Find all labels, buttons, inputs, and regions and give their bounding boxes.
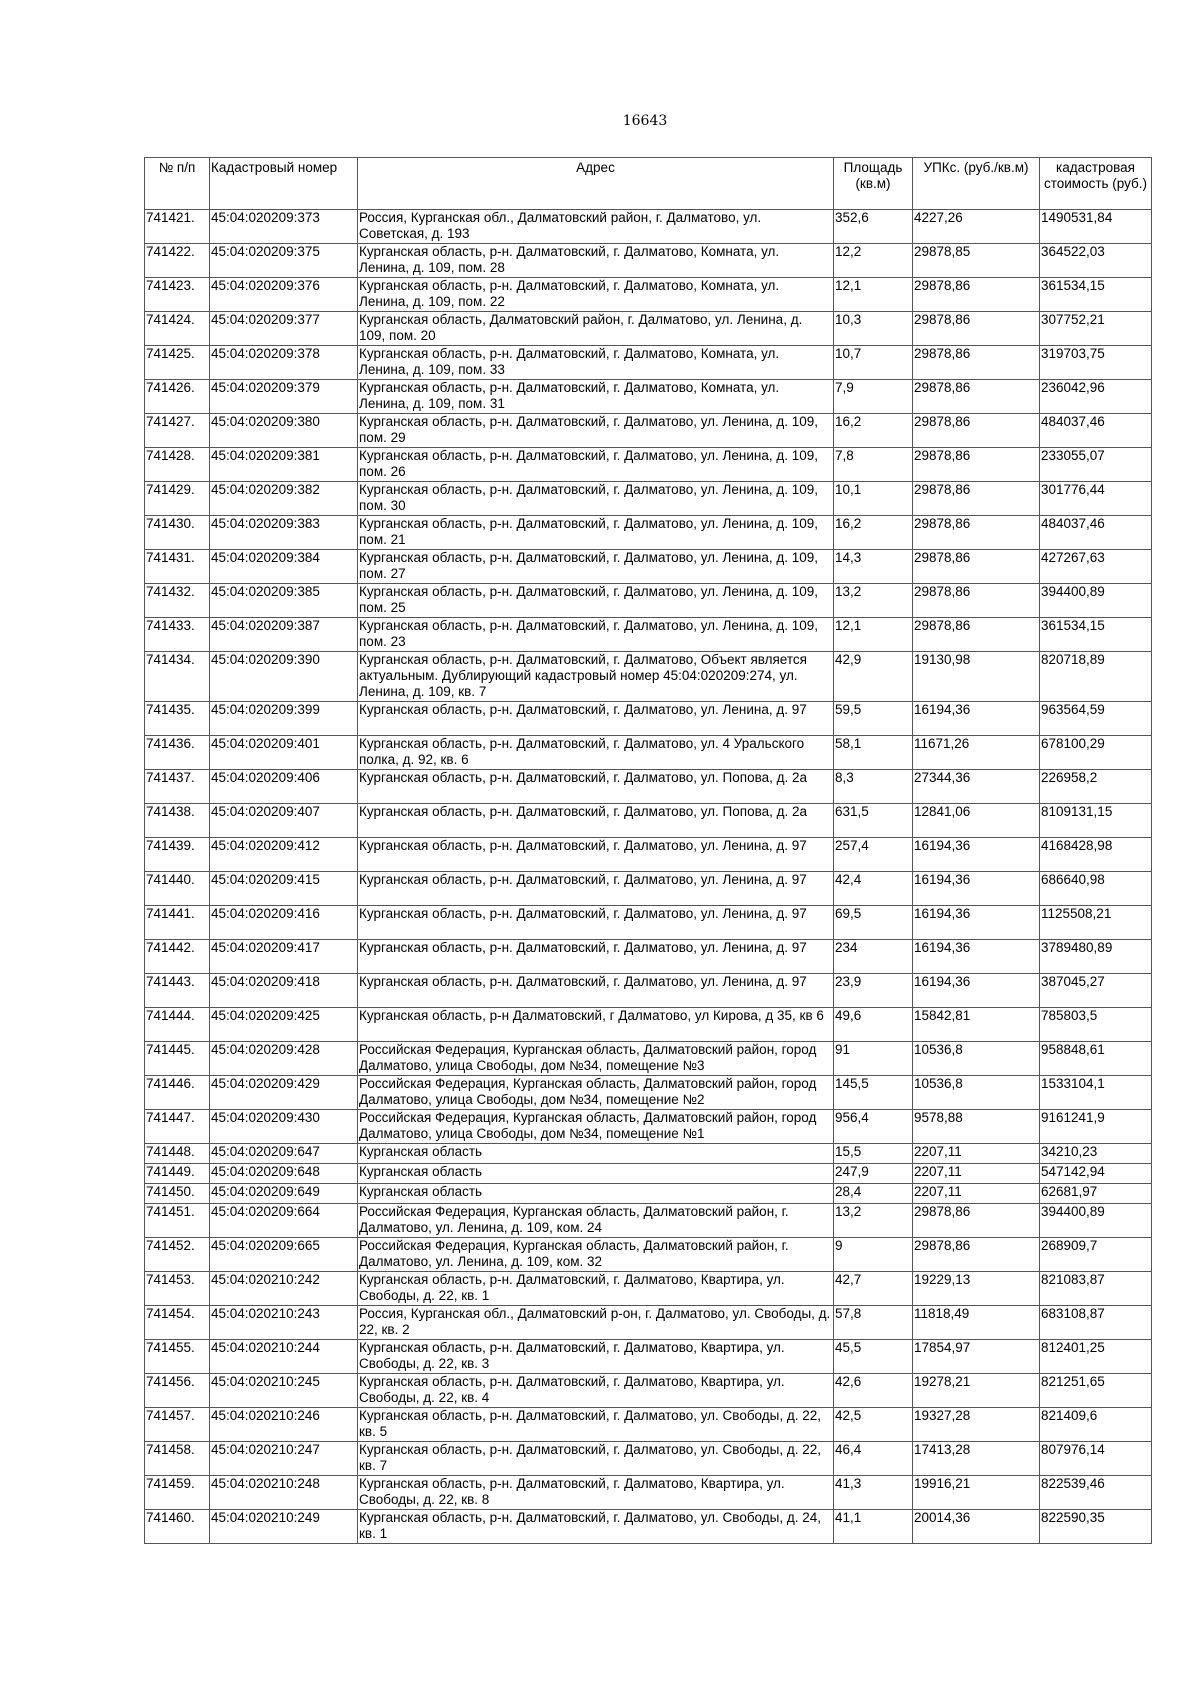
row-number-cell: 741445. [145,1042,210,1076]
upks-cell: 29878,86 [913,516,1040,550]
row-number-cell: 741439. [145,838,210,872]
row-number-cell: 741452. [145,1238,210,1272]
cadastral-number-cell: 45:04:020209:401 [210,736,358,770]
table-row [145,584,1152,618]
area-cell: 16,2 [834,516,913,550]
upks-cell: 29878,86 [913,380,1040,414]
cadastral-number-cell: 45:04:020209:375 [210,244,358,278]
row-number-cell: 741437. [145,770,210,804]
cadastral-number-cell: 45:04:020209:373 [210,210,358,244]
row-number-cell: 741436. [145,736,210,770]
table-row [145,652,1152,702]
table-row [145,1110,1152,1144]
cadastral-number-cell: 45:04:020209:385 [210,584,358,618]
cadastral-number-cell: 45:04:020210:243 [210,1306,358,1340]
row-number-cell: 741423. [145,278,210,312]
cadastral-table [144,157,1152,1544]
upks-cell: 2207,11 [913,1144,1040,1164]
address-cell: Курганская область, р-н. Далматовский, г. Далматово, ул. Ленина, д. 109, пом. 27 [358,550,834,584]
cadastral-cost-cell: 821409,6 [1040,1408,1152,1442]
upks-cell: 9578,88 [913,1110,1040,1144]
table-row [145,1442,1152,1476]
upks-cell: 19916,21 [913,1476,1040,1510]
upks-cell: 10536,8 [913,1042,1040,1076]
table-row [145,940,1152,974]
table-row [145,380,1152,414]
area-cell: 58,1 [834,736,913,770]
cadastral-number-cell: 45:04:020209:387 [210,618,358,652]
upks-cell: 16194,36 [913,838,1040,872]
row-number-cell: 741448. [145,1144,210,1164]
area-cell: 45,5 [834,1340,913,1374]
upks-cell: 15842,81 [913,1008,1040,1042]
row-number-cell: 741457. [145,1408,210,1442]
upks-cell: 29878,85 [913,244,1040,278]
table-row [145,1008,1152,1042]
table-row [145,1340,1152,1374]
row-number-cell: 741451. [145,1204,210,1238]
row-number-cell: 741443. [145,974,210,1008]
upks-cell: 19327,28 [913,1408,1040,1442]
cadastral-cost-cell: 1125508,21 [1040,906,1152,940]
row-number-cell: 741444. [145,1008,210,1042]
table-row [145,872,1152,906]
cadastral-number-cell: 45:04:020209:425 [210,1008,358,1042]
row-number-cell: 741427. [145,414,210,448]
table-row [145,210,1152,244]
table-row [145,1408,1152,1442]
address-cell: Курганская область, р-н. Далматовский, г. Далматово, ул. Ленина, д. 97 [358,906,834,940]
upks-cell: 16194,36 [913,872,1040,906]
table-row [145,1272,1152,1306]
address-cell: Курганская область, р-н. Далматовский, г. Далматово, ул. Ленина, д. 97 [358,974,834,1008]
table-row [145,1374,1152,1408]
cadastral-cost-cell: 268909,7 [1040,1238,1152,1272]
address-cell: Курганская область, р-н. Далматовский, г. Далматово, ул. Ленина, д. 109, пом. 25 [358,584,834,618]
area-cell: 57,8 [834,1306,913,1340]
area-cell: 7,8 [834,448,913,482]
address-cell: Курганская область, р-н. Далматовский, г. Далматово, ул. Попова, д. 2а [358,804,834,838]
area-cell: 8,3 [834,770,913,804]
cadastral-number-cell: 45:04:020209:430 [210,1110,358,1144]
table-row [145,278,1152,312]
cadastral-number-cell: 45:04:020209:418 [210,974,358,1008]
cadastral-cost-cell: 812401,25 [1040,1340,1152,1374]
row-number-cell: 741458. [145,1442,210,1476]
row-number-cell: 741429. [145,482,210,516]
upks-cell: 29878,86 [913,414,1040,448]
row-number-cell: 741424. [145,312,210,346]
cadastral-cost-cell: 233055,07 [1040,448,1152,482]
area-cell: 234 [834,940,913,974]
upks-cell: 29878,86 [913,346,1040,380]
row-number-cell: 741440. [145,872,210,906]
cadastral-cost-cell: 821083,87 [1040,1272,1152,1306]
area-cell: 49,6 [834,1008,913,1042]
cadastral-cost-cell: 822539,46 [1040,1476,1152,1510]
cadastral-cost-cell: 683108,87 [1040,1306,1152,1340]
area-cell: 59,5 [834,702,913,736]
area-cell: 16,2 [834,414,913,448]
cadastral-cost-cell: 226958,2 [1040,770,1152,804]
cadastral-cost-cell: 394400,89 [1040,1204,1152,1238]
row-number-cell: 741442. [145,940,210,974]
cadastral-number-cell: 45:04:020209:378 [210,346,358,380]
address-cell: Курганская область, р-н. Далматовский, г. Далматово, ул. Ленина, д. 109, пом. 26 [358,448,834,482]
upks-cell: 29878,86 [913,618,1040,652]
table-row [145,482,1152,516]
header-upks: УПКс. (руб./кв.м) [913,158,1040,210]
area-cell: 12,1 [834,618,913,652]
cadastral-cost-cell: 34210,23 [1040,1144,1152,1164]
cadastral-cost-cell: 387045,27 [1040,974,1152,1008]
cadastral-cost-cell: 785803,5 [1040,1008,1152,1042]
row-number-cell: 741446. [145,1076,210,1110]
area-cell: 41,1 [834,1510,913,1544]
row-number-cell: 741434. [145,652,210,702]
cadastral-number-cell: 45:04:020209:383 [210,516,358,550]
cadastral-cost-cell: 236042,96 [1040,380,1152,414]
area-cell: 10,1 [834,482,913,516]
cadastral-number-cell: 45:04:020210:245 [210,1374,358,1408]
cadastral-cost-cell: 361534,15 [1040,618,1152,652]
address-cell: Курганская область, р-н. Далматовский, г. Далматово, ул. Ленина, д. 109, пом. 30 [358,482,834,516]
upks-cell: 16194,36 [913,974,1040,1008]
upks-cell: 4227,26 [913,210,1040,244]
cadastral-cost-cell: 484037,46 [1040,414,1152,448]
upks-cell: 29878,86 [913,482,1040,516]
area-cell: 28,4 [834,1184,913,1204]
page-number: 16643 [622,113,668,129]
upks-cell: 10536,8 [913,1076,1040,1110]
row-number-cell: 741433. [145,618,210,652]
upks-cell: 29878,86 [913,1204,1040,1238]
address-cell: Курганская область, р-н. Далматовский, г. Далматово, ул. 4 Уральского полка, д. 92, кв. 6 [358,736,834,770]
cadastral-number-cell: 45:04:020209:412 [210,838,358,872]
area-cell: 10,7 [834,346,913,380]
row-number-cell: 741422. [145,244,210,278]
cadastral-number-cell: 45:04:020209:429 [210,1076,358,1110]
header-area: Площадь (кв.м) [834,158,913,210]
table-row [145,312,1152,346]
table-header-row [145,158,1152,210]
table-row [145,1476,1152,1510]
area-cell: 46,4 [834,1442,913,1476]
address-cell: Россия, Курганская обл., Далматовский р-он, г. Далматово, ул. Свободы, д. 22, кв. 2 [358,1306,834,1340]
cadastral-cost-cell: 301776,44 [1040,482,1152,516]
cadastral-number-cell: 45:04:020209:381 [210,448,358,482]
cadastral-cost-cell: 364522,03 [1040,244,1152,278]
row-number-cell: 741459. [145,1476,210,1510]
table-row [145,1042,1152,1076]
row-number-cell: 741455. [145,1340,210,1374]
table-row [145,1076,1152,1110]
area-cell: 91 [834,1042,913,1076]
cadastral-number-cell: 45:04:020209:647 [210,1144,358,1164]
area-cell: 7,9 [834,380,913,414]
cadastral-cost-cell: 62681,97 [1040,1184,1152,1204]
cadastral-cost-cell: 686640,98 [1040,872,1152,906]
area-cell: 247,9 [834,1164,913,1184]
upks-cell: 29878,86 [913,1238,1040,1272]
row-number-cell: 741438. [145,804,210,838]
upks-cell: 29878,86 [913,448,1040,482]
cadastral-cost-cell: 822590,35 [1040,1510,1152,1544]
area-cell: 956,4 [834,1110,913,1144]
upks-cell: 19130,98 [913,652,1040,702]
cadastral-number-cell: 45:04:020209:428 [210,1042,358,1076]
upks-cell: 29878,86 [913,312,1040,346]
area-cell: 13,2 [834,1204,913,1238]
upks-cell: 29878,86 [913,278,1040,312]
address-cell: Курганская область, р-н Далматовский, г Далматово, ул Кирова, д 35, кв 6 [358,1008,834,1042]
address-cell: Курганская область, р-н. Далматовский, г. Далматово, ул. Ленина, д. 97 [358,838,834,872]
address-cell: Курганская область, Далматовский район, г. Далматово, ул. Ленина, д. 109, пом. 20 [358,312,834,346]
area-cell: 42,4 [834,872,913,906]
table-row [145,448,1152,482]
cadastral-number-cell: 45:04:020209:664 [210,1204,358,1238]
upks-cell: 17854,97 [913,1340,1040,1374]
upks-cell: 16194,36 [913,702,1040,736]
address-cell: Курганская область, р-н. Далматовский, г. Далматово, ул. Ленина, д. 109, пом. 29 [358,414,834,448]
address-cell: Курганская область, р-н. Далматовский, г. Далматово, ул. Свободы, д. 24, кв. 1 [358,1510,834,1544]
address-cell: Курганская область, р-н. Далматовский, г. Далматово, Квартира, ул. Свободы, д. 22, кв. 1 [358,1272,834,1306]
header-num: № п/п [145,158,210,210]
cadastral-number-cell: 45:04:020210:249 [210,1510,358,1544]
area-cell: 9 [834,1238,913,1272]
cadastral-cost-cell: 361534,15 [1040,278,1152,312]
cadastral-number-cell: 45:04:020209:376 [210,278,358,312]
row-number-cell: 741428. [145,448,210,482]
address-cell: Курганская область, р-н. Далматовский, г. Далматово, Объект является актуальным. Дублирующий кадастровый номер 45:04:020209:274, ул. Ленина, д. 109, кв. 7 [358,652,834,702]
header-cadastral-number: Кадастровый номер [210,158,358,210]
upks-cell: 16194,36 [913,906,1040,940]
cadastral-cost-cell: 678100,29 [1040,736,1152,770]
upks-cell: 29878,86 [913,550,1040,584]
area-cell: 42,6 [834,1374,913,1408]
cadastral-cost-cell: 394400,89 [1040,584,1152,618]
cadastral-number-cell: 45:04:020209:406 [210,770,358,804]
upks-cell: 2207,11 [913,1184,1040,1204]
table-row [145,1164,1152,1184]
cadastral-cost-cell: 8109131,15 [1040,804,1152,838]
address-cell: Курганская область [358,1144,834,1164]
upks-cell: 19229,13 [913,1272,1040,1306]
address-cell: Российская Федерация, Курганская область, Далматовский район, город Далматово, улица Свободы, дом №34, помещение №1 [358,1110,834,1144]
cadastral-number-cell: 45:04:020209:379 [210,380,358,414]
row-number-cell: 741449. [145,1164,210,1184]
address-cell: Курганская область, р-н. Далматовский, г. Далматово, Комната, ул. Ленина, д. 109, пом. 28 [358,244,834,278]
cadastral-cost-cell: 9161241,9 [1040,1110,1152,1144]
area-cell: 41,3 [834,1476,913,1510]
cadastral-number-cell: 45:04:020209:382 [210,482,358,516]
table-row [145,1144,1152,1164]
cadastral-cost-cell: 484037,46 [1040,516,1152,550]
cadastral-cost-cell: 319703,75 [1040,346,1152,380]
row-number-cell: 741430. [145,516,210,550]
address-cell: Курганская область, р-н. Далматовский, г. Далматово, Квартира, ул. Свободы, д. 22, кв. 3 [358,1340,834,1374]
table-row [145,1184,1152,1204]
cadastral-cost-cell: 820718,89 [1040,652,1152,702]
cadastral-cost-cell: 821251,65 [1040,1374,1152,1408]
table-row [145,516,1152,550]
area-cell: 69,5 [834,906,913,940]
address-cell: Российская Федерация, Курганская область, Далматовский район, город Далматово, улица Свободы, дом №34, помещение №2 [358,1076,834,1110]
cadastral-number-cell: 45:04:020209:416 [210,906,358,940]
row-number-cell: 741454. [145,1306,210,1340]
table-row [145,244,1152,278]
row-number-cell: 741456. [145,1374,210,1408]
area-cell: 14,3 [834,550,913,584]
cadastral-number-cell: 45:04:020210:244 [210,1340,358,1374]
row-number-cell: 741441. [145,906,210,940]
address-cell: Россия, Курганская обл., Далматовский район, г. Далматово, ул. Советская, д. 193 [358,210,834,244]
cadastral-cost-cell: 427267,63 [1040,550,1152,584]
cadastral-number-cell: 45:04:020209:648 [210,1164,358,1184]
cadastral-number-cell: 45:04:020210:242 [210,1272,358,1306]
upks-cell: 12841,06 [913,804,1040,838]
row-number-cell: 741431. [145,550,210,584]
table-row [145,736,1152,770]
area-cell: 15,5 [834,1144,913,1164]
address-cell: Курганская область, р-н. Далматовский, г. Далматово, ул. Ленина, д. 109, пом. 21 [358,516,834,550]
area-cell: 352,6 [834,210,913,244]
cadastral-number-cell: 45:04:020210:246 [210,1408,358,1442]
table-row [145,702,1152,736]
header-cadastral-cost: кадастровая стоимость (руб.) [1040,158,1152,210]
cadastral-cost-cell: 547142,94 [1040,1164,1152,1184]
row-number-cell: 741453. [145,1272,210,1306]
table-row [145,906,1152,940]
table-row [145,1204,1152,1238]
area-cell: 42,7 [834,1272,913,1306]
address-cell: Курганская область, р-н. Далматовский, г. Далматово, Комната, ул. Ленина, д. 109, пом. 31 [358,380,834,414]
address-cell: Курганская область, р-н. Далматовский, г. Далматово, ул. Попова, д. 2а [358,770,834,804]
table-row [145,618,1152,652]
upks-cell: 2207,11 [913,1164,1040,1184]
cadastral-cost-cell: 3789480,89 [1040,940,1152,974]
address-cell: Курганская область, р-н. Далматовский, г. Далматово, ул. Свободы, д. 22, кв. 7 [358,1442,834,1476]
cadastral-number-cell: 45:04:020209:384 [210,550,358,584]
cadastral-cost-cell: 1533104,1 [1040,1076,1152,1110]
upks-cell: 29878,86 [913,584,1040,618]
address-cell: Курганская область, р-н. Далматовский, г. Далматово, Комната, ул. Ленина, д. 109, пом. 22 [358,278,834,312]
upks-cell: 19278,21 [913,1374,1040,1408]
table-row [145,346,1152,380]
area-cell: 631,5 [834,804,913,838]
table-row [145,1238,1152,1272]
cadastral-cost-cell: 307752,21 [1040,312,1152,346]
table-row [145,804,1152,838]
cadastral-number-cell: 45:04:020210:248 [210,1476,358,1510]
cadastral-cost-cell: 1490531,84 [1040,210,1152,244]
cadastral-number-cell: 45:04:020209:377 [210,312,358,346]
address-cell: Курганская область, р-н. Далматовский, г. Далматово, Квартира, ул. Свободы, д. 22, кв. 4 [358,1374,834,1408]
cadastral-number-cell: 45:04:020209:399 [210,702,358,736]
row-number-cell: 741450. [145,1184,210,1204]
upks-cell: 11671,26 [913,736,1040,770]
address-cell: Российская Федерация, Курганская область, Далматовский район, г. Далматово, ул. Ленина, д. 109, ком. 24 [358,1204,834,1238]
cadastral-cost-cell: 4168428,98 [1040,838,1152,872]
address-cell: Курганская область, р-н. Далматовский, г. Далматово, ул. Ленина, д. 97 [358,872,834,906]
cadastral-cost-cell: 807976,14 [1040,1442,1152,1476]
cadastral-cost-cell: 963564,59 [1040,702,1152,736]
area-cell: 23,9 [834,974,913,1008]
header-address: Адрес [358,158,834,210]
address-cell: Курганская область, р-н. Далматовский, г. Далматово, ул. Ленина, д. 97 [358,702,834,736]
upks-cell: 17413,28 [913,1442,1040,1476]
address-cell: Курганская область, р-н. Далматовский, г. Далматово, ул. Ленина, д. 109, пом. 23 [358,618,834,652]
upks-cell: 16194,36 [913,940,1040,974]
row-number-cell: 741421. [145,210,210,244]
area-cell: 257,4 [834,838,913,872]
table-row [145,1510,1152,1544]
table-row [145,414,1152,448]
address-cell: Российская Федерация, Курганская область, Далматовский район, г. Далматово, ул. Ленина, д. 109, ком. 32 [358,1238,834,1272]
address-cell: Курганская область, р-н. Далматовский, г. Далматово, ул. Ленина, д. 97 [358,940,834,974]
cadastral-number-cell: 45:04:020209:380 [210,414,358,448]
table-body [145,210,1152,1544]
area-cell: 12,1 [834,278,913,312]
cadastral-number-cell: 45:04:020209:665 [210,1238,358,1272]
cadastral-cost-cell: 958848,61 [1040,1042,1152,1076]
cadastral-number-cell: 45:04:020209:417 [210,940,358,974]
row-number-cell: 741432. [145,584,210,618]
address-cell: Курганская область, р-н. Далматовский, г. Далматово, ул. Свободы, д. 22, кв. 5 [358,1408,834,1442]
address-cell: Курганская область [358,1184,834,1204]
area-cell: 12,2 [834,244,913,278]
cadastral-number-cell: 45:04:020210:247 [210,1442,358,1476]
table-row [145,838,1152,872]
address-cell: Курганская область, р-н. Далматовский, г. Далматово, Комната, ул. Ленина, д. 109, пом. 33 [358,346,834,380]
upks-cell: 20014,36 [913,1510,1040,1544]
row-number-cell: 741460. [145,1510,210,1544]
area-cell: 13,2 [834,584,913,618]
row-number-cell: 741426. [145,380,210,414]
row-number-cell: 741447. [145,1110,210,1144]
upks-cell: 11818,49 [913,1306,1040,1340]
area-cell: 145,5 [834,1076,913,1110]
address-cell: Курганская область [358,1164,834,1184]
area-cell: 10,3 [834,312,913,346]
cadastral-number-cell: 45:04:020209:649 [210,1184,358,1204]
table-row [145,770,1152,804]
upks-cell: 27344,36 [913,770,1040,804]
cadastral-number-cell: 45:04:020209:415 [210,872,358,906]
area-cell: 42,5 [834,1408,913,1442]
area-cell: 42,9 [834,652,913,702]
address-cell: Российская Федерация, Курганская область, Далматовский район, город Далматово, улица Свободы, дом №34, помещение №3 [358,1042,834,1076]
address-cell: Курганская область, р-н. Далматовский, г. Далматово, Квартира, ул. Свободы, д. 22, кв. 8 [358,1476,834,1510]
table-row [145,1306,1152,1340]
table-row [145,974,1152,1008]
cadastral-number-cell: 45:04:020209:390 [210,652,358,702]
cadastral-number-cell: 45:04:020209:407 [210,804,358,838]
row-number-cell: 741435. [145,702,210,736]
table-row [145,550,1152,584]
row-number-cell: 741425. [145,346,210,380]
